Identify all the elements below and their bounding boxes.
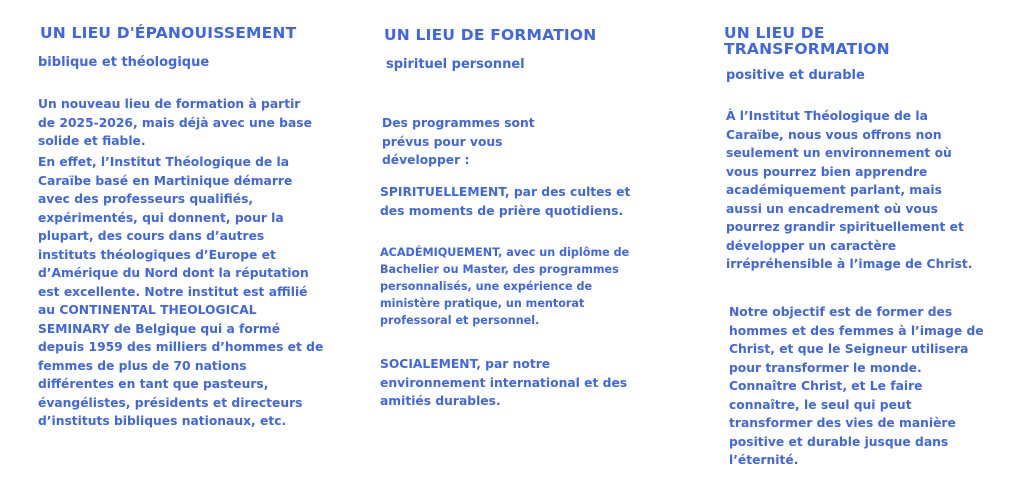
social-paragraph: SOCIALEMENT, par notre environnement international et des amitiés durables. [380,357,628,408]
column-title: UN LIEU DE TRANSFORMATION [724,24,890,58]
intro-paragraph: Un nouveau lieu de formation à partir de 2025-2026, mais déjà avec une base solide et fiable. [38,97,312,148]
objective-paragraph: Notre objectif est de former des hommes et des femmes à l’image de Christ, et que le Seigneur utilisera pour transformer le monde. Connaître Christ, et Le faire connaître, le seul qui peut transformer des vies de manière positive et durable jusque dans l’éternité. [729,305,984,467]
column-title: UN LIEU D'ÉPANOUISSEMENT [40,24,297,42]
column-subtitle: biblique et théologique [38,55,210,70]
academic-paragraph: ACADÉMIQUEMENT, avec un diplôme de Bachelier ou Master, des programmes personnalisés, une expérience de ministère pratique, un mentorat professoral et personnel. [380,246,630,327]
body-paragraph: À l’Institut Théologique de la Caraïbe, nous vous offrons non seulement un environnement où vous pourrez bien apprendre académiquement parlant, mais aussi un encadrement où vous pourrez grandir spirituellement et développer un caractère irrépréhensible à l’image de Christ. [726,109,973,271]
intro-paragraph: Des programmes sont prévus pour vous développer : [382,116,535,167]
column-subtitle: positive et durable [726,68,865,83]
column-title: UN LIEU DE FORMATION [384,26,597,44]
column-subtitle: spirituel personnel [386,57,525,72]
spiritual-paragraph: SPIRITUELLEMENT, par des cultes et des moments de prière quotidiens. [380,185,631,218]
body-paragraph: En effet, l’Institut Théologique de la Caraïbe basé en Martinique démarre avec des professeurs qualifiés, expérimentés, qui donnent, pour la plupart, des cours dans d’autres instituts théologiques d’Europe et d’Amérique du Nord dont la réputation est excellente. Notre institut est affilié au CONTINENTAL THEOLOGICAL SEMINARY de Belgique qui a formé depuis 1959 des milliers d’hommes et de femmes de plus de 70 nations différentes en tant que pasteurs, évangélistes, présidents et directeurs d’instituts bibliques nationaux, etc. [38,155,324,428]
